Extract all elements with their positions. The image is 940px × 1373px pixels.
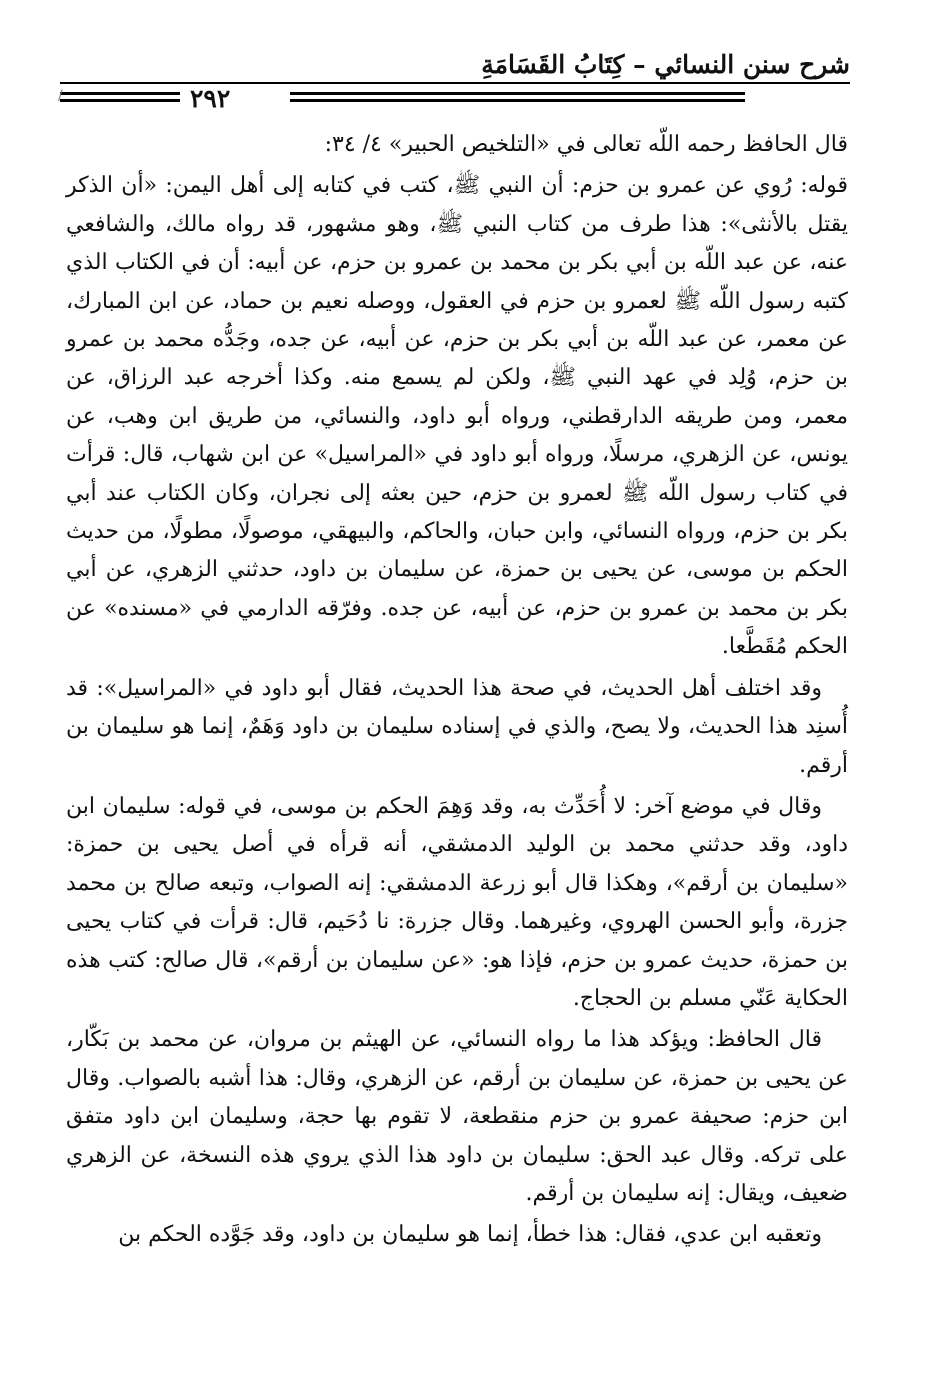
page-header xyxy=(60,42,850,112)
paragraph-ibn-adi: وتعقبه ابن عدي، فقال: هذا خطأ، إنما هو سليمان بن داود، وقد جَوَّده الحكم بن xyxy=(118,1222,822,1248)
page-number: ٢٩٢ xyxy=(190,84,231,113)
page-number-ornament-right xyxy=(290,92,745,106)
body-text xyxy=(66,126,848,1258)
paragraph-disagreement: وقد اختلف أهل الحديث، في صحة هذا الحديث، فقال أبو داود في «المراسيل»: قد أُسنِد هذا الحديث، ولا يصح، والذي في إسناده سليمان بن داود وَهَمٌ، إنما هو سليمان بن أرقم. xyxy=(66,675,848,778)
paragraph-citation: قال الحافظ رحمه اللّه تعالى في «التلخيص الحبير» ٤/ ٣٤: xyxy=(324,132,848,157)
page-number-ornament-left xyxy=(60,92,180,106)
margin-mark: / xyxy=(58,88,63,104)
header-rule xyxy=(60,82,850,84)
paragraph-hadith-sources: قوله: رُوي عن عمرو بن حزم: أن النبي ﷺ، كتب في كتابه إلى أهل اليمن: «أن الذكر يقتل بالأنثى»: هذا طرف من كتاب النبي ﷺ، وهو مشهور، قد رواه مالك، والشافعي عنه، عن عبد اللّه بن أبي بكر بن محمد بن عمرو بن حزم، عن أبيه: أن في الكتاب الذي كتبه رسول اللّه ﷺ لعمرو بن حزم في العقول، ووصله نعيم بن حماد، عن ابن المبارك، عن معمر، عن عبد اللّه بن أبي بكر بن حزم، عن أبيه، عن جده، وجَدُّه محمد بن عمرو بن حزم، وُلِد في عهد النبي ﷺ، ولكن لم يسمع منه. وكذا أخرجه عبد الرزاق، عن معمر، ومن طريقه الدارقطني، ورواه أبو داود، والنسائي، من طريق ابن وهب، عن يونس، عن الزهري، مرسلًا، ورواه أبو داود في «المراسيل» عن ابن شهاب، قال: قرأت في كتاب رسول اللّه ﷺ لعمرو بن حزم، حين بعثه إلى نجران، وكان الكتاب عند أبي بكر بن حزم، ورواه النسائي، وابن حبان، والحاكم، والبيهقي، موصولًا، مطولًا، من حديث الحكم بن موسى، عن يحيى بن حمزة، عن سليمان بن داود، حدثني الزهري، عن أبي بكر بن محمد بن عمرو بن حزم، عن أبيه، عن جده. وفرّقه الدارمي في «مسنده» عن الحكم مُقَطَّعا. xyxy=(66,173,848,660)
paragraph-abu-dawud: وقال في موضع آخر: لا أُحَدِّث به، وقد وَهِمَ الحكم بن موسى، في قوله: سليمان ابن داود، وقد حدثني محمد بن الوليد الدمشقي، أنه قرأه في أصل يحيى بن حمزة: «سليمان بن أرقم»، وهكذا قال أبو زرعة الدمشقي: إنه الصواب، وتبعه صالح بن محمد جزرة، وأبو الحسن الهروي، وغيرهما. وقال جزرة: نا دُحَيم، قال: قرأت في كتاب يحيى بن حمزة، حديث عمرو بن حزم، فإذا هو: «عن سليمان بن أرقم»، قال صالح: كتب هذه الحكاية عَنّي مسلم بن الحجاج. xyxy=(66,793,848,1011)
paragraph-hafiz: قال الحافظ: ويؤكد هذا ما رواه النسائي، عن الهيثم بن مروان، عن محمد بن بَكّار، عن يحيى بن حمزة، عن سليمان بن أرقم، عن الزهري، وقال: هذا أشبه بالصواب. وقال ابن حزم: صحيفة عمرو بن حزم منقطعة، لا تقوم بها حجة، وسليمان ابن داود متفق على تركه. وقال عبد الحق: سليمان بن داود هذا الذي يروي هذه النسخة، عن الزهري ضعيف، ويقال: إنه سليمان بن أرقم. xyxy=(66,1027,848,1206)
running-head-title: شرح سنن النسائي – كِتَابُ القَسَامَةِ xyxy=(481,50,850,79)
